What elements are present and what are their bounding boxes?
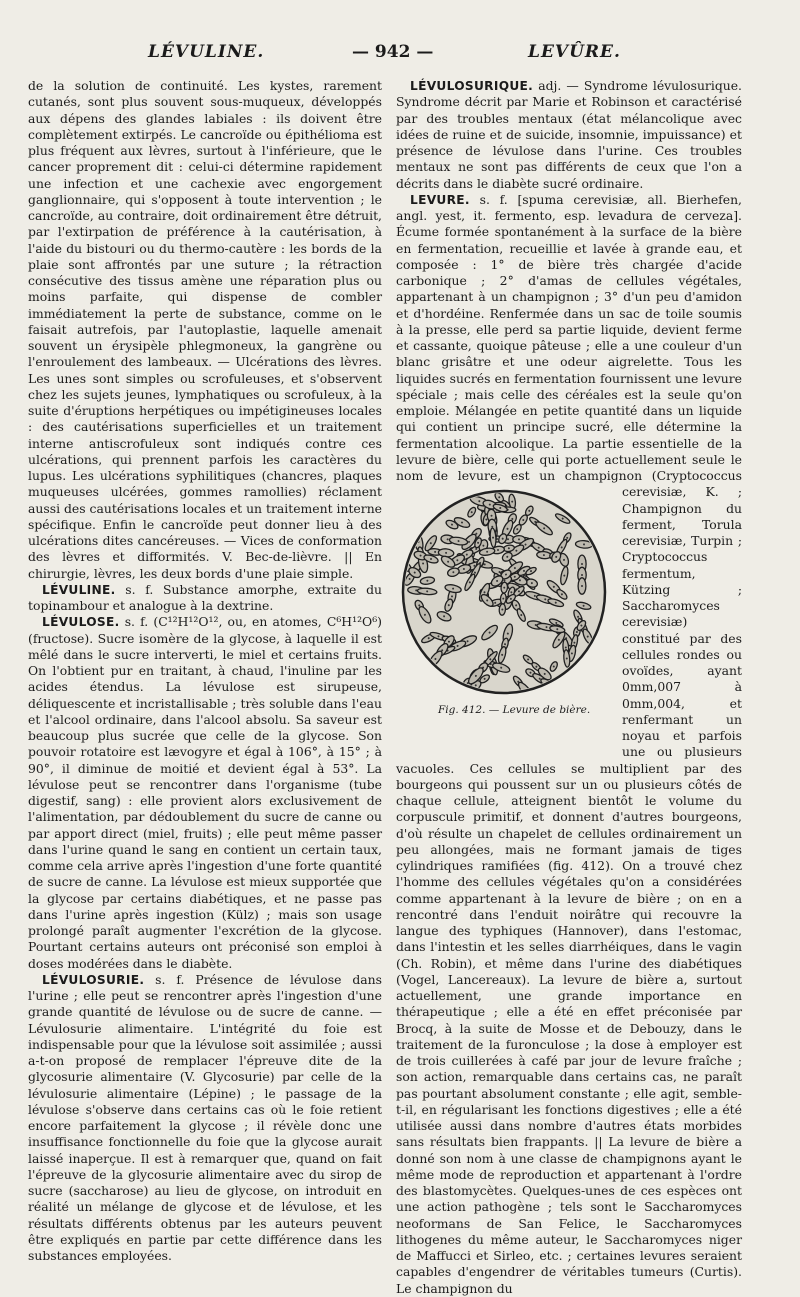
yeast-micrograph	[398, 486, 610, 698]
entry-levulosurique	[396, 78, 742, 192]
headword-levure: LEVURE.	[410, 192, 470, 207]
headword-levulose: LÉVULOSE.	[42, 615, 120, 630]
definition-levulose: s. f. (C¹²H¹²O¹², ou, en atomes, C⁶H¹²O⁶) (fructose). Sucre isomère de la glycose, à laquelle il est mêlé dans le sucre interverti, le miel et certains fruits. On l'obtient pur en traitant, à chaud, l'inuline par les acides étendus. La lévulose est sirupeuse, déliquescente et incristallisable ; très soluble dans l'eau et l'alcool ordinaire, dans l'alcool absolu. Sa saveur est beaucoup plus sucrée que celle de la glycose. Son pouvoir rotatoire est lævogyre et égal à 106°, à 15° ; à 90°, il diminue de moitié et devient égal à 53°. La lévulose peut se rencontrer dans l'organisme (tube digestif, sang) : elle provient alors exclusivement de l'alimentation, par dédoublement du sucre de canne ou par apport direct (miel, fruits) ; elle peut même passer dans l'urine quand le sang en contient un certain taux, comme cela arrive après l'ingestion d'une forte quantité de sucre de canne. La lévulose est mieux supportée que la glycose par certains diabétiques, et ne passe pas dans l'urine après ingestion (Külz) ; mais son usage prolongé paraît augmenter l'excrétion de la glycose. Pourtant certains auteurs ont préconisé son emploi à doses modérées dans le diabète.	[28, 614, 382, 971]
left-column	[28, 78, 383, 1263]
header-right-word: LEVÛRE.	[528, 42, 621, 62]
running-header	[0, 42, 800, 70]
definition-levuline: s. f. Substance amorphe, extraite du topinambour et analogue à la dextrine.	[28, 581, 382, 613]
entry-levuline	[28, 582, 382, 615]
header-left-word: LÉVULINE.	[148, 42, 265, 62]
cell-nucleus	[581, 585, 583, 587]
page-number: — 942 —	[352, 42, 434, 62]
definition-levulosurie: s. f. Présence de lévulose dans l'urine ; elle peut se rencontrer après l'ingestion d'une grande quantité de lévulose ou de sucre de canne. — Lévulosurie alimentaire. L'intégrité du foie est indispensable pour que la lévulose soit assimilée ; aussi a-t-on proposé de remplacer l'épreuve dite de la glycosurie alimentaire (V. Glycosurie) par celle de la lévulosurie alimentaire (Lépine) ; le passage de la lévulose s'observe dans certains cas où le foie retient encore parfaitement la glycose ; il révèle donc une insuffisance fonctionnelle du foie que la glycose aurait laissé inaperçue. Il est à remarquer que, quand on fait l'épreuve de la glycosurie alimentaire avec du sirop de sucre (saccharose) au lieu de glycose, on introduit en réalité un mélange de glycose et de lévulose, et les résultats différents obtenus par les auteurs peuvent être expliqués en partie par cette différence dans les substances employées.	[28, 971, 382, 1263]
entry-levulosurie	[28, 972, 382, 1265]
yeast-cell-chain	[578, 555, 586, 594]
definition-levure-part1: s. f. [spuma cerevisiæ, all. Bierhefen, angl. yest, it. fermento, esp. levadura de cerveza]. Écume formée spontanément à la surface de la bière en fermentation, recueillie et lavée à grande eau, et composée : 1° de bière très chargée d'acide carbonique ; 2° d'amas de cellules végétales, appartenant à un champignon ; 3° d'un peu d'amidon et d'hordéine. Renfermée dans un sac de toile soumis à la presse, elle perd sa partie liquide, devient ferme et cassante, quoique pâteuse ; elle a une couleur d'un blanc grisâtre et une odeur aigrelette. Tous les liquides sucrés en fermentation fournissent une levure spéciale ; mais celle des céréales est la seule qu'on emploie. Mélangée en petite quantité dans un liquide qui contient un principe sucré, elle détermine la fermentation alcoolique. La partie essentielle de la levure de bière, celle qui porte actuellement seule le nom de levure, est un champignon	[396, 191, 742, 483]
entry-levulose	[28, 614, 382, 972]
entry-levure	[396, 192, 742, 1297]
figure-caption: Fig. 412. — Levure de bière.	[438, 704, 591, 717]
cell-nucleus	[581, 563, 583, 565]
definition-levure-part2: (Cryptococcus cerevisiæ, K. ; Champignon du ferment, Torula cerevisiæ, Turpin ; Cryptococcus fermentum, Kützing ; Saccharomyces cerevisiæ) constitué par des cellules rondes ou ovoïdes, ayant 0mm,007 à 0mm,004, et renfermant un noyau et parfois une ou plusieurs vacuoles. Ces cellules se multiplient par des bourgeons qui poussent sur un ou plusieurs côtés de chaque cellule, atteignent bientôt le volume du corpuscule primitif, et donnent d'autres bourgeons, d'où résulte un chapelet de cellules ordinairement un peu allongées, mais ne formant jamais de tiges cylindriques ramifiées (fig. 412). On a trouvé chez l'homme des cellules végétales qu'on a considérées comme appartenant à la levure de bière ; on en a rencontré dans l'enduit noirâtre qui recouvre la langue des typhiques (Hannover), dans l'estomac, dans l'intestin et les selles diarrhéiques, dans le vagin (Ch. Robin), et même dans l'urine des diabétiques (Vogel, Lancereaux). La levure de bière a, surtout actuellement, une grande importance en thérapeutique ; elle a été en effet préconisée par Brocq, à la suite de Mosse et de Debouzy, dans le traitement de la furonculose ; la dose à employer est de trois cuillerées à café par jour de levure fraîche ; son action, remarquable dans certains cas, ne paraît pas pourtant absolument constante ; elle agit, semble-t-il, en régularisant les fonctions digestives ; elle a été utilisée aussi dans nombre d'autres états morbides sans résultats bien frappants. || La levure de bière a donné son nom à une classe de champignons ayant le même mode de reproduction et appartenant à l'ordre des blastomycètes. Quelques-unes de ces espèces ont une action pathogène ; tels sont le Saccharomyces neoformans de San Felice, le Saccharomyces lithogenes du même auteur, le Saccharomyces niger de Maffucci et Sirleo, etc. ; certaines levures seraient capables d'engendrer de véritables tumeurs (Curtis). Le champignon du	[396, 468, 742, 1296]
definition-levulosurique: adj. — Syndrome lévulosurique. Syndrome décrit par Marie et Robinson et caractérisé par des troubles mentaux (état mélancolique avec idées de ruine et de suicide, insomnie, impuissance) et présence de lévulose dans l'urine. Ces troubles mentaux ne sont pas différents de ceux que l'on a décrits dans le diabète sucré ordinaire.	[396, 78, 742, 191]
cell-nucleus	[581, 574, 583, 576]
headword-levuline: LÉVULINE.	[42, 582, 116, 597]
headword-levulosurique: LÉVULOSURIQUE.	[410, 79, 534, 93]
right-column	[396, 78, 742, 1296]
headword-levulosurie: LÉVULOSURIE.	[42, 972, 145, 987]
figure-412	[394, 486, 616, 750]
levres-continuation: de la solution de continuité. Les kystes, rarement cutanés, sont plus souvent sous-muqueux, développés aux dépens des glandes labiales : ils doivent être complètement extirpés. Le cancroïde ou épithélioma est plus fréquent aux lèvres, surtout à l'inférieure, que le cancer proprement dit : celui-ci détermine rapidement une infection et une cachexie avec engorgement ganglionnaire, qui s'opposent à toute intervention ; le cancroïde, au contraire, doit ordinairement être détruit, par l'extirpation de préférence à la cautérisation, à l'aide du bistouri ou du thermo-cautère : les bords de la plaie sont affrontés par une suture ; la rétraction consécutive des tissus amène une réparation plus ou moins parfaite, qui dispense de combler immédiatement la perte de substance, comme on le faisait autrefois, par l'autoplastie, laquelle amenait souvent un érysipèle phlegmoneux, la gangrène ou l'enroulement des lambeaux. — Ulcérations des lèvres. Les unes sont simples ou scrofuleuses, et s'observent chez les sujets jeunes, lymphatiques ou scrofuleux, à la suite d'éruptions herpétiques ou impétigineuses locales : des cautérisations superficielles et un traitement interne antiscrofuleux sont indiqués contre ces ulcérations, qui prennent parfois les caractères du lupus. Les ulcérations syphilitiques (chancres, plaques muqueuses ulcérées, gommes ramollies) réclament aussi des cautérisations locales et un traitement interne spécifique. Enfin le cancroïde peut donner lieu à des ulcérations dites cancéreuses. — Vices de conformation des lèvres et difformités. V. Bec-de-lièvre. || En chirurgie, lèvres, les deux bords d'une plaie simple.	[28, 78, 383, 581]
